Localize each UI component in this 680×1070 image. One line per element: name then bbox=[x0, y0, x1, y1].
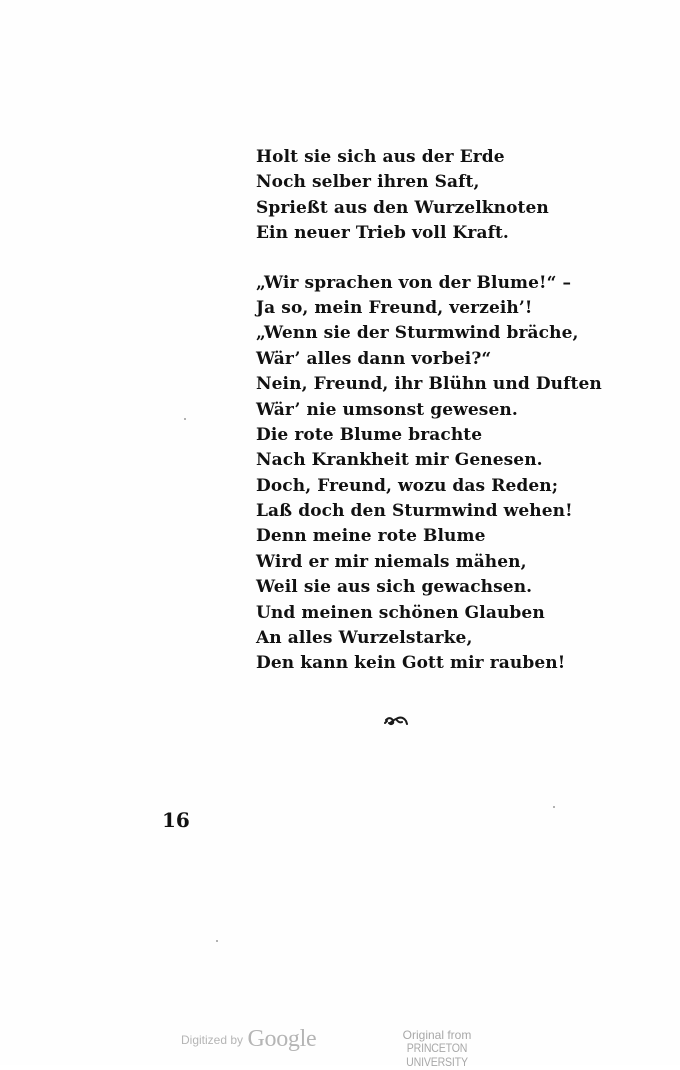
poem-line: Die rote Blume brachte bbox=[256, 424, 483, 445]
poem bbox=[256, 145, 602, 677]
poem-line: Holt sie sich aus der Erde bbox=[256, 147, 505, 167]
fleuron-ornament-icon bbox=[384, 714, 410, 730]
poem-line: Sprießt aus den Wurzelknoten bbox=[256, 197, 549, 218]
google-logo-text: Google bbox=[247, 1026, 317, 1052]
poem-line: „Wenn sie der Sturmwind bräche, bbox=[256, 323, 579, 344]
poem-line: An alles Wurzelstarke, bbox=[256, 628, 473, 649]
original-from-watermark bbox=[378, 1028, 496, 1070]
poem-line: „Wir sprachen von der Blume!“ – bbox=[256, 272, 572, 293]
poem-line: Weil sie aus sich gewachsen. bbox=[256, 577, 533, 598]
poem-line: Wär’ alles dann vorbei?“ bbox=[256, 348, 492, 369]
stanza-1 bbox=[256, 145, 556, 247]
poem-line: Denn meine rote Blume bbox=[256, 526, 486, 547]
digitized-by-watermark bbox=[181, 1026, 316, 1053]
poem-line: Wird er mir niemals mähen, bbox=[256, 551, 527, 572]
page-number: 16 bbox=[162, 808, 190, 832]
poem-line: Doch, Freund, wozu das Reden; bbox=[256, 475, 559, 496]
scan-speck bbox=[553, 806, 555, 808]
poem-line: Nein, Freund, ihr Blühn und Duften bbox=[256, 374, 602, 395]
digitized-prefix: Digitized by bbox=[181, 1033, 244, 1047]
poem-line: Nach Krankheit mir Genesen. bbox=[256, 450, 543, 471]
stanza-2 bbox=[256, 271, 602, 677]
poem-line: Wär’ nie umsonst gewesen. bbox=[256, 399, 518, 420]
institution-name: PRINCETON UNIVERSITY bbox=[406, 1043, 468, 1069]
poem-line: Noch selber ihren Saft, bbox=[256, 172, 480, 193]
poem-line: Laß doch den Sturmwind wehen! bbox=[256, 501, 573, 522]
scan-speck bbox=[216, 940, 218, 942]
poem-line: Ja so, mein Freund, verzeih’! bbox=[256, 297, 533, 318]
poem-line: Und meinen schönen Glauben bbox=[256, 602, 545, 623]
poem-line: Ein neuer Trieb voll Kraft. bbox=[256, 223, 509, 244]
original-from-label: Original from bbox=[402, 1028, 472, 1042]
scan-speck bbox=[184, 418, 186, 420]
poem-line: Den kann kein Gott mir rauben! bbox=[256, 653, 566, 674]
